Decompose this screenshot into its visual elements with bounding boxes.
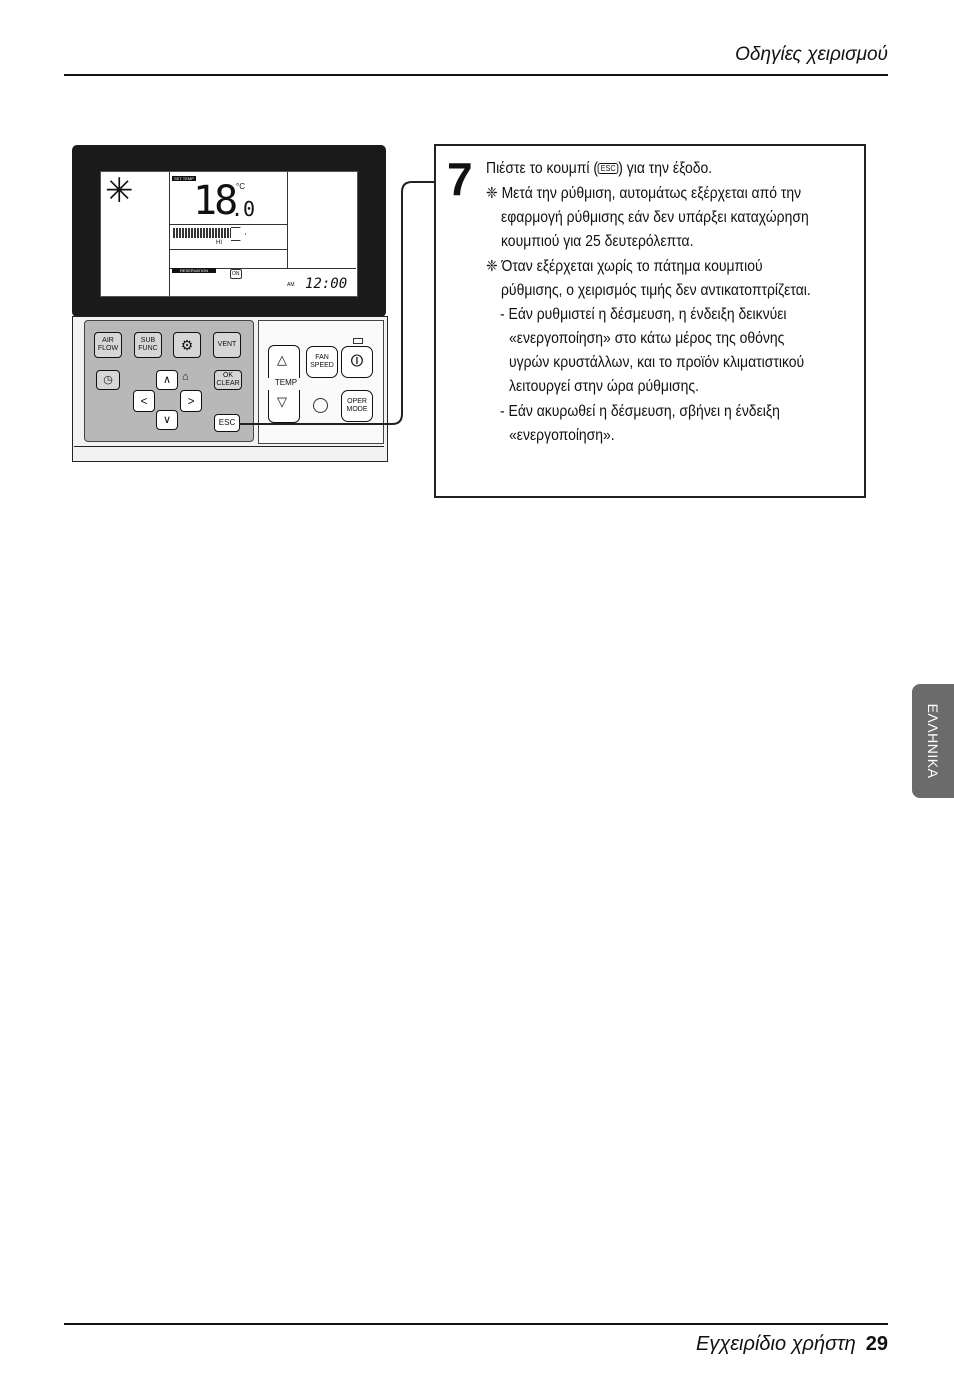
note1-line1: ❈ Μετά την ρύθμιση, αυτομάτως εξέρχεται από την xyxy=(486,185,802,202)
fan-level-label: HI xyxy=(216,240,222,246)
temperature-decimal: .0 xyxy=(231,197,256,221)
language-tab xyxy=(912,684,954,798)
snowflake-icon: ✳ xyxy=(105,172,134,210)
language-tab-label: ΕΛΛΗΝΙΚΑ xyxy=(925,703,941,779)
sub1-line1: - Εάν ρυθμιστεί η δέσμευση, η ένδειξη δεικνύει xyxy=(500,306,787,323)
page-header-title: Οδηγίες χειρισμού xyxy=(735,44,888,65)
esc-button-icon: ESC xyxy=(598,163,618,174)
footer-title: Εγχειρίδιο χρήστη xyxy=(696,1333,856,1355)
fan-speed-button[interactable]: FAN SPEED xyxy=(306,346,338,378)
sub2-line2: «ενεργοποίηση». xyxy=(509,427,615,444)
page-number: 29 xyxy=(865,1333,888,1355)
temp-up-icon[interactable]: △ xyxy=(277,352,287,367)
temp-label: TEMP xyxy=(266,378,306,390)
note1-line3: κουμπιού για 25 δευτερόλεπτα. xyxy=(501,233,694,250)
reservation-on-badge: ON xyxy=(232,271,240,277)
clock-icon: ◷ xyxy=(103,374,113,386)
chevron-down-icon: ∨ xyxy=(162,414,172,426)
sub2-line1: - Εάν ακυρωθεί η δέσμευση, σβήνει η ένδειξη xyxy=(500,403,780,420)
chevron-up-icon: ∧ xyxy=(162,374,172,386)
am-label: AM xyxy=(287,282,295,288)
gear-icon: ⚙ xyxy=(180,337,194,353)
page-footer xyxy=(696,1333,888,1356)
esc-button[interactable]: ESC xyxy=(214,414,240,432)
instruction-main: Πιέστε το κουμπί ( ESC ) για την έξοδο. xyxy=(486,160,713,177)
air-flow-button[interactable]: AIR FLOW xyxy=(94,332,122,358)
reservation-label: RESERVATION xyxy=(172,268,216,273)
sub1-line3: υγρών κρυστάλλων, και το προϊόν κλιματιστικού xyxy=(509,354,805,371)
footer-rule xyxy=(64,1323,888,1325)
chevron-left-icon: < xyxy=(140,394,148,408)
sub1-line4: λειτουργεί στην ώρα ρύθμισης. xyxy=(509,378,700,395)
house-icon: ⌂ xyxy=(182,371,189,383)
note1-line2: εφαρμογή ρύθμισης εάν δεν υπάρξει καταχώρηση xyxy=(501,209,809,226)
temp-down-icon[interactable]: ▽ xyxy=(277,394,287,409)
step-number: 7 xyxy=(447,153,473,205)
note2-line2: ρύθμισης, ο χειρισμός τιμής δεν αντικατοπτρίζεται. xyxy=(501,282,811,299)
vent-button[interactable]: VENT xyxy=(213,332,241,358)
clock-display: 12:00 xyxy=(305,276,348,292)
temperature-unit: °C xyxy=(236,182,245,191)
note2-line1: ❈ Όταν εξέρχεται χωρίς το πάτημα κουμπιού xyxy=(486,258,763,275)
power-icon: ⏼ xyxy=(350,353,364,370)
chevron-right-icon: > xyxy=(187,394,195,408)
sub-func-button[interactable]: SUB FUNC xyxy=(134,332,162,358)
set-temp-label: SET TEMP xyxy=(174,176,194,181)
sub1-line2: «ενεργοποίηση» στο κάτω μέρος της οθόνης xyxy=(509,330,785,347)
oper-mode-button[interactable]: OPER MODE xyxy=(341,390,373,422)
ok-clear-button[interactable]: OK CLEAR xyxy=(214,370,242,390)
temperature-value: 18 xyxy=(193,178,236,224)
